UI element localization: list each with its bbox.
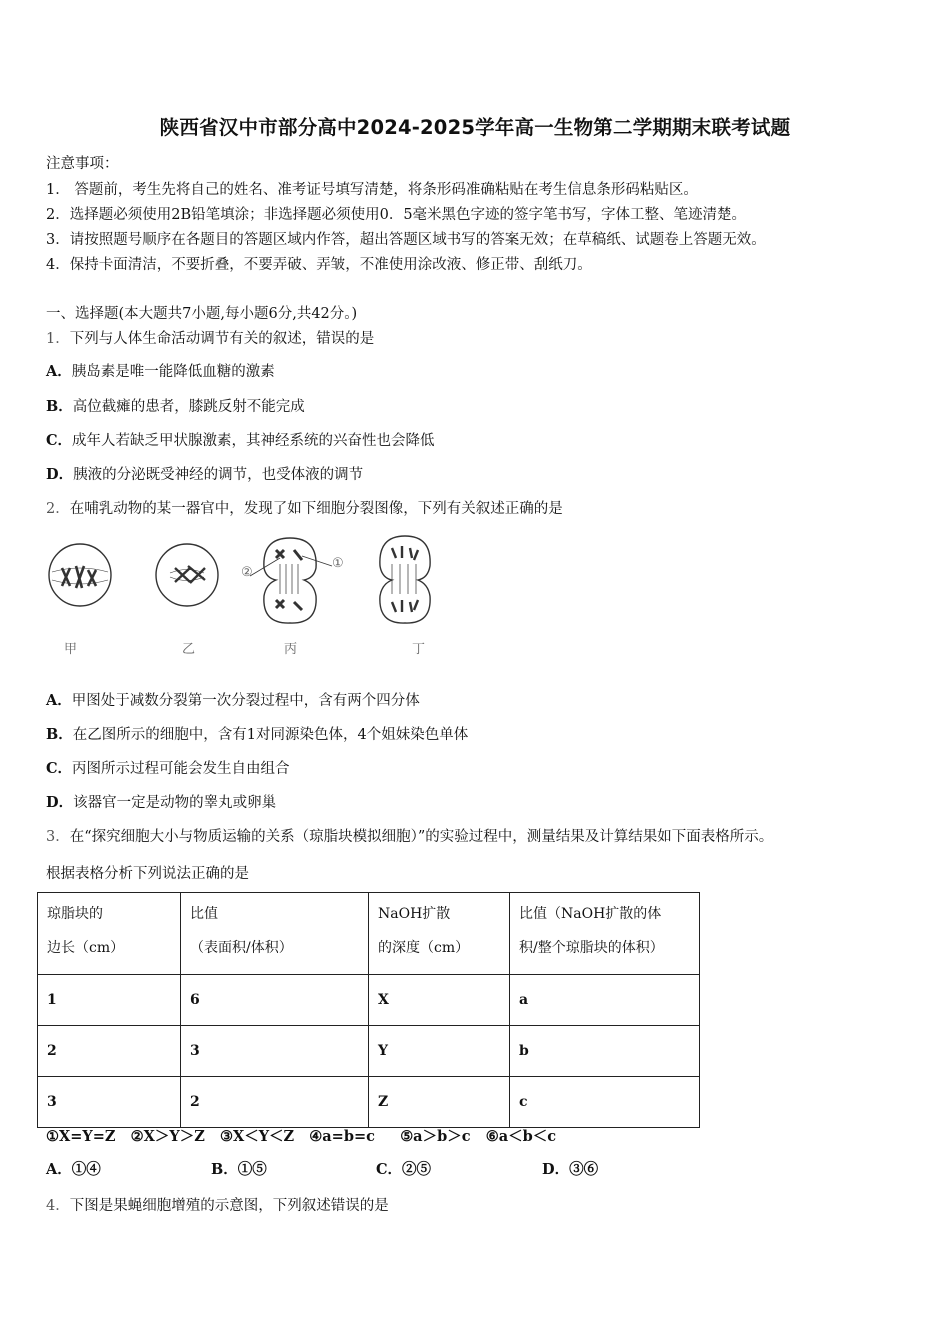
q2-option-b: B．在乙图所示的细胞中，含有1对同源染色体，4个姐妹染色单体: [46, 726, 469, 743]
question-3: [46, 825, 773, 846]
experiment-table: [37, 892, 700, 1128]
q2-option-d: D．该器官一定是动物的睾丸或卵巢: [46, 794, 277, 811]
cell-ding-drawing: [380, 536, 430, 623]
question-number: 1．: [46, 331, 70, 347]
table-cell: 2: [38, 1026, 181, 1077]
q2-option-a: A．甲图处于减数分裂第一次分裂过程中，含有两个四分体: [46, 692, 420, 709]
table-row: [38, 1026, 700, 1077]
figure-mark-1: ①: [332, 556, 344, 571]
table-cell: 2: [181, 1077, 369, 1128]
table-cell: b: [510, 1026, 700, 1077]
table-cell: Z: [369, 1077, 510, 1128]
table-cell: 3: [181, 1026, 369, 1077]
question-stem: 下图是果蝇细胞增殖的示意图，下列叙述错误的是: [69, 1198, 389, 1214]
q2-option-c: C．丙图所示过程可能会发生自由组合: [46, 760, 290, 777]
table-cell: 1: [38, 975, 181, 1026]
table-cell: 3: [38, 1077, 181, 1128]
cell-yi-drawing: [156, 544, 218, 606]
q3-option-c: C．②⑤: [376, 1161, 432, 1178]
q3-option-a: A．①④: [46, 1161, 101, 1178]
table-cell: a: [510, 975, 700, 1026]
table-cell: X: [369, 975, 510, 1026]
question-2: [46, 497, 563, 518]
table-header-cell: NaOH扩散 的深度（cm）: [369, 893, 510, 975]
q3-option-d: D．③⑥: [542, 1161, 599, 1178]
q1-option-a: A．胰岛素是唯一能降低血糖的激素: [46, 363, 275, 380]
table-cell: Y: [369, 1026, 510, 1077]
figure-label-bing: 丙: [284, 642, 298, 657]
notice-heading: 注意事项：: [46, 156, 119, 172]
question-stem: 在哺乳动物的某一器官中，发现了如下细胞分裂图像，下列有关叙述正确的是: [69, 501, 563, 517]
table-row: [38, 975, 700, 1026]
question-number: 2．: [46, 501, 70, 517]
notice-item-3: 3．请按照题号顺序在各题目的答题区域内作答，超出答题区域书写的答案无效；在草稿纸、试题卷上答题无效。: [46, 232, 766, 248]
question-number: 3．: [46, 829, 70, 845]
q1-option-c: C．成年人若缺乏甲状腺激素，其神经系统的兴奋性也会降低: [46, 432, 435, 449]
cell-division-figure: [40, 528, 460, 668]
figure-label-jia: 甲: [64, 642, 78, 657]
table-cell: 6: [181, 975, 369, 1026]
figure-mark-2: ②: [241, 565, 253, 580]
q1-option-d: D．胰液的分泌既受神经的调节，也受体液的调节: [46, 466, 364, 483]
figure-label-yi: 乙: [182, 642, 196, 657]
cell-jia-drawing: [49, 544, 111, 606]
cell-bing-drawing: [250, 538, 332, 623]
table-row: [38, 1077, 700, 1128]
question-1: [46, 327, 374, 348]
question-3-stem-continued: 根据表格分析下列说法正确的是: [46, 866, 249, 882]
question-4: [46, 1194, 389, 1215]
q3-statements: ①X=Y=Z ②X＞Y＞Z ③X＜Y＜Z ④a=b=c ⑤a＞b＞c ⑥a＜b＜c: [46, 1128, 557, 1145]
table-header-cell: 比值 （表面积/体积）: [181, 893, 369, 975]
question-stem: 在“探究细胞大小与物质运输的关系（琼脂块模拟细胞）”的实验过程中，测量结果及计算结果如下面表格所示。: [69, 829, 774, 845]
question-number: 4．: [46, 1198, 70, 1214]
notice-item-4: 4．保持卡面清洁，不要折叠，不要弄破、弄皱，不准使用涂改液、修正带、刮纸刀。: [46, 257, 592, 273]
table-header-row: [38, 893, 700, 975]
q3-option-b: B．①⑤: [211, 1161, 267, 1178]
table-header-cell: 琼脂块的 边长（cm）: [38, 893, 181, 975]
figure-label-ding: 丁: [412, 642, 426, 657]
table-header-cell: 比值（NaOH扩散的体 积/整个琼脂块的体积）: [510, 893, 700, 975]
notice-item-2: 2．选择题必须使用2B铅笔填涂；非选择题必须使用0．5毫米黑色字迹的签字笔书写，字体工整、笔迹清楚。: [46, 207, 747, 223]
page-title: 陕西省汉中市部分高中2024-2025学年高一生物第二学期期末联考试题: [159, 116, 791, 139]
notice-item-1: 1． 答题前，考生先将自己的姓名、准考证号填写清楚，将条形码准确粘贴在考生信息条形码粘贴区。: [46, 182, 698, 198]
q1-option-b: B．高位截瘫的患者，膝跳反射不能完成: [46, 398, 305, 415]
table-cell: c: [510, 1077, 700, 1128]
question-stem: 下列与人体生命活动调节有关的叙述，错误的是: [69, 331, 375, 347]
section-heading: 一、选择题(本大题共7小题,每小题6分,共42分。): [46, 306, 358, 322]
